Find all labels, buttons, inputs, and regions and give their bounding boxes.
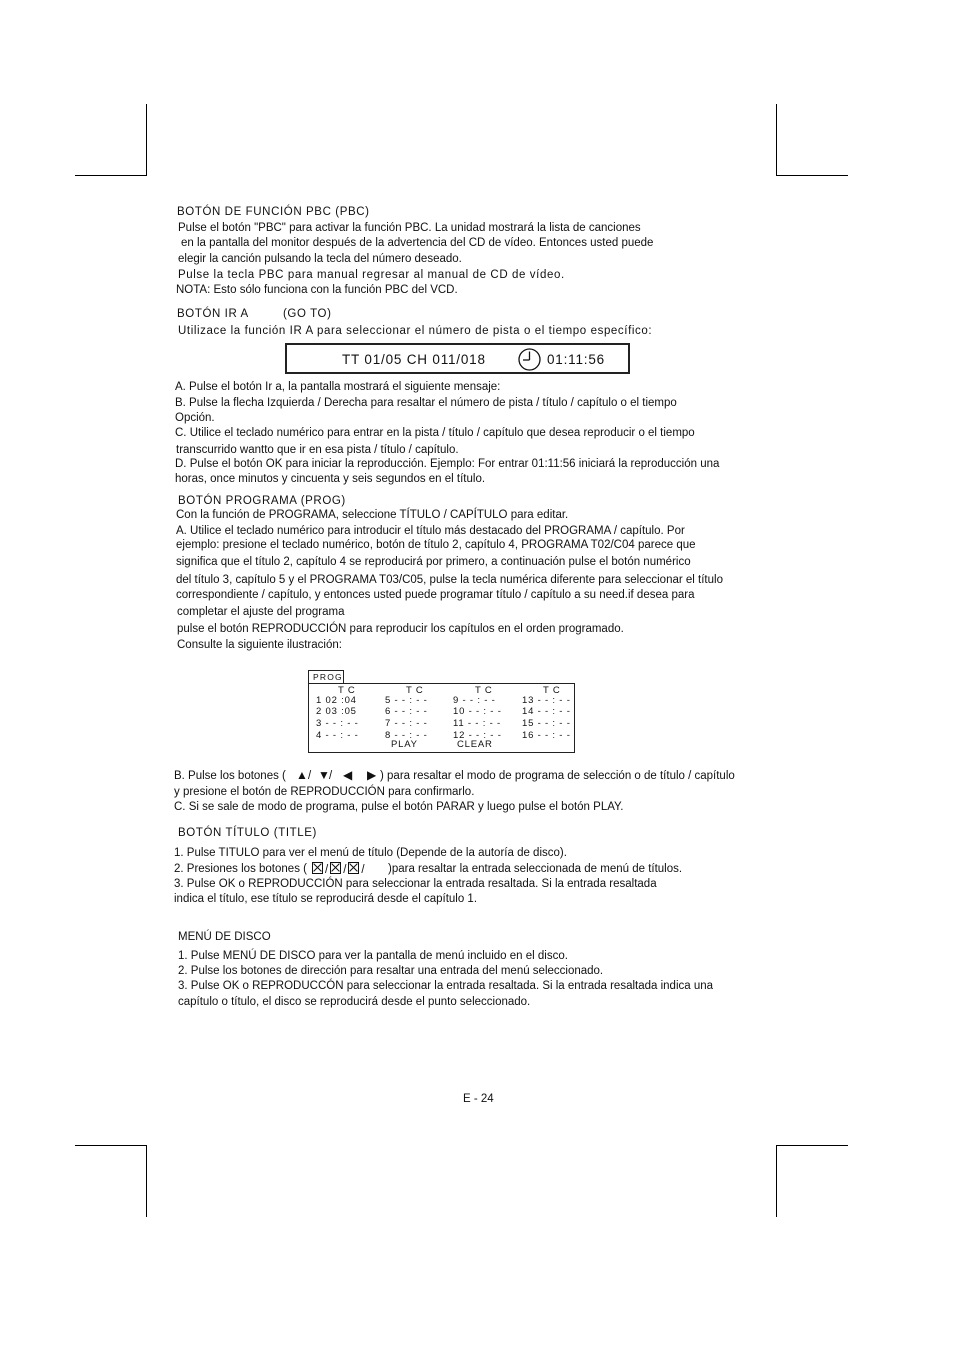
- crop-mark-tr-vertical: [776, 104, 777, 175]
- prog-line-9: Consulte la siguiente ilustración:: [177, 639, 342, 651]
- prog-entry: 7 - - : - -: [385, 718, 428, 729]
- slash: /: [308, 770, 312, 782]
- prog-line-7: completar el ajuste del programa: [177, 606, 345, 618]
- prog-entry: 4 - - : - -: [316, 730, 359, 741]
- crop-mark-bl-vertical: [146, 1145, 147, 1217]
- prog-line-8: pulse el botón REPRODUCCIÓN para reproducir los capítulos en el orden programado.: [177, 623, 624, 635]
- goto-step-d: D. Pulse el botón OK para iniciar la reproducción. Ejemplo: For entrar 01:11:56 iniciará la reproducción una: [175, 458, 720, 470]
- arrow-down-icon: ▼: [318, 768, 330, 782]
- placeholder-glyph-icon: [312, 862, 323, 874]
- disc-step-3: 3. Pulse OK o REPRODUCCÓN para seleccionar la entrada resaltada. Si la entrada resaltada indica una: [178, 980, 714, 992]
- prog-entry: 9 - - : - -: [453, 695, 496, 706]
- prog-entry: 14 - - : - -: [522, 706, 571, 717]
- title-heading: BOTÓN TÍTULO (TITLE): [178, 827, 317, 839]
- crop-mark-bl-horizontal: [75, 1145, 147, 1146]
- title-step-2-start: 2. Presiones los botones (: [174, 863, 307, 875]
- prog-line-4: significa que el título 2, capítulo 4 se reproducirá por primero, a continuación pulse el botón numérico: [176, 556, 691, 568]
- prog-entry: 8 - - : - -: [385, 730, 428, 741]
- pbc-line-1: Pulse el botón "PBC" para activar la función PBC. La unidad mostrará la lista de canciones: [178, 222, 641, 234]
- prog-line-3: ejemplo: presione el teclado numérico, botón de título 2, capítulo 4, PROGRAMA T02/C04 parece que: [176, 539, 696, 551]
- pbc-line-2: en la pantalla del monitor después de la advertencia del CD de vídeo. Entonces usted puede: [181, 237, 654, 249]
- prog-step-b-end: ) para resaltar el modo de programa de selección o de título / capítulo: [380, 770, 735, 782]
- prog-line-6: correspondiente / capítulo, y entonces usted puede programar título / capítulo a su need.if desea para: [176, 589, 695, 601]
- slash: /: [329, 770, 333, 782]
- title-step-1: 1. Pulse TITULO para ver el menú de título (Depende de la autoría de disco).: [174, 847, 567, 859]
- crop-mark-br-vertical: [776, 1145, 777, 1217]
- crop-mark-tl-horizontal: [75, 175, 147, 176]
- prog-heading: BOTÓN PROGRAMA (PROG): [178, 495, 346, 507]
- prog-step-b-start: B. Pulse los botones (: [174, 770, 286, 782]
- title-step-3: 3. Pulse OK o REPRODUCCIÓN para seleccionar la entrada resaltada. Si la entrada resaltada: [174, 878, 657, 890]
- prog-header-4: T C: [543, 685, 561, 696]
- prog-step-c: C. Si se sale de modo de programa, pulse el botón PARAR y luego pulse el botón PLAY.: [174, 801, 624, 813]
- prog-entry: 10 - - : - -: [453, 706, 502, 717]
- goto-display-position: TT 01/05 CH 011/018: [342, 352, 486, 367]
- placeholder-glyph-icon: [330, 862, 341, 874]
- disc-step-2: 2. Pulse los botones de dirección para resaltar una entrada del menú seleccionado.: [178, 965, 604, 977]
- prog-line-5: del título 3, capítulo 5 y el PROGRAMA T03/C05, pulse la tecla numérica diferente para seleccionar el título: [176, 574, 723, 586]
- goto-heading: BOTÓN IR A: [177, 308, 249, 320]
- crop-mark-tl-vertical: [146, 104, 147, 175]
- title-step-2-end: )para resaltar la entrada seleccionada de menú de títulos.: [388, 863, 683, 875]
- crop-mark-tr-horizontal: [776, 175, 848, 176]
- goto-step-d-cont: horas, once minutos y cincuenta y seis segundos en el título.: [175, 473, 486, 485]
- pbc-line-3: elegir la canción pulsando la tecla del número deseado.: [178, 253, 462, 265]
- pbc-note: NOTA: Esto sólo funciona con la función PBC del VCD.: [176, 284, 458, 296]
- goto-intro: Utilizace la función IR A para seleccionar el número de pista o el tiempo específico:: [178, 325, 653, 337]
- prog-table: [308, 683, 575, 753]
- placeholder-glyph-icon: [348, 862, 359, 874]
- prog-entry: 2 03 :05: [316, 706, 357, 717]
- prog-entry: 3 - - : - -: [316, 718, 359, 729]
- direction-buttons-icons: / / /: [310, 862, 365, 877]
- pbc-line-4: Pulse la tecla PBC para manual regresar al manual de CD de vídeo.: [178, 269, 565, 281]
- prog-header-1: T C: [338, 685, 356, 696]
- prog-entry: 12 - - : - -: [453, 730, 502, 741]
- prog-play-button[interactable]: PLAY: [391, 739, 418, 750]
- prog-entry: 13 - - : - -: [522, 695, 571, 706]
- pbc-heading: BOTÓN DE FUNCIÓN PBC (PBC): [177, 206, 370, 218]
- disc-step-3-cont: capítulo o título, el disco se reproducirá desde el punto seleccionado.: [178, 996, 531, 1008]
- prog-entry: 6 - - : - -: [385, 706, 428, 717]
- page-number: E - 24: [463, 1093, 494, 1105]
- goto-heading-en: (GO TO): [283, 308, 332, 320]
- prog-tab: PROG: [308, 670, 344, 684]
- goto-display: [285, 343, 630, 374]
- arrow-right-icon: ▶: [367, 768, 377, 782]
- goto-step-c: C. Utilice el teclado numérico para entrar en la pista / título / capítulo que desea reproducir o el tiempo: [175, 427, 695, 439]
- goto-step-b-cont: Opción.: [175, 412, 215, 424]
- prog-entry: 11 - - : - -: [453, 718, 501, 729]
- prog-entry: 16 - - : - -: [522, 730, 571, 741]
- title-step-3-cont: indica el título, ese título se reproducirá desde el capítulo 1.: [174, 893, 478, 905]
- goto-step-a: A. Pulse el botón Ir a, la pantalla mostrará el siguiente mensaje:: [175, 381, 501, 393]
- prog-entry: 5 - - : - -: [385, 695, 428, 706]
- prog-step-b-cont: y presione el botón de REPRODUCCIÓN para confirmarlo.: [174, 786, 475, 798]
- goto-step-b: B. Pulse la flecha Izquierda / Derecha para resaltar el número de pista / título / capítulo o el tiempo: [175, 397, 677, 409]
- crop-mark-br-horizontal: [776, 1145, 848, 1146]
- prog-line-2: A. Utilice el teclado numérico para introducir el título más destacado del PROGRAMA / capítulo. Por: [176, 525, 685, 537]
- goto-display-time: 01:11:56: [547, 352, 605, 367]
- disc-step-1: 1. Pulse MENÚ DE DISCO para ver la pantalla de menú incluido en el disco.: [178, 950, 568, 962]
- prog-line-1: Con la función de PROGRAMA, seleccione TÍTULO / CAPÍTULO para editar.: [176, 509, 569, 521]
- prog-header-2: T C: [406, 685, 424, 696]
- disc-heading: MENÚ DE DISCO: [178, 931, 271, 943]
- prog-clear-button[interactable]: CLEAR: [457, 739, 493, 750]
- arrow-left-icon: ◀: [343, 768, 353, 782]
- prog-header-3: T C: [475, 685, 493, 696]
- prog-entry: 15 - - : - -: [522, 718, 571, 729]
- arrow-up-icon: ▲: [296, 768, 308, 782]
- goto-step-c-cont: transcurrido wantto que ir en esa pista / título / capítulo.: [176, 444, 459, 456]
- clock-icon: [518, 348, 541, 371]
- prog-entry: 1 02 :04: [316, 695, 357, 706]
